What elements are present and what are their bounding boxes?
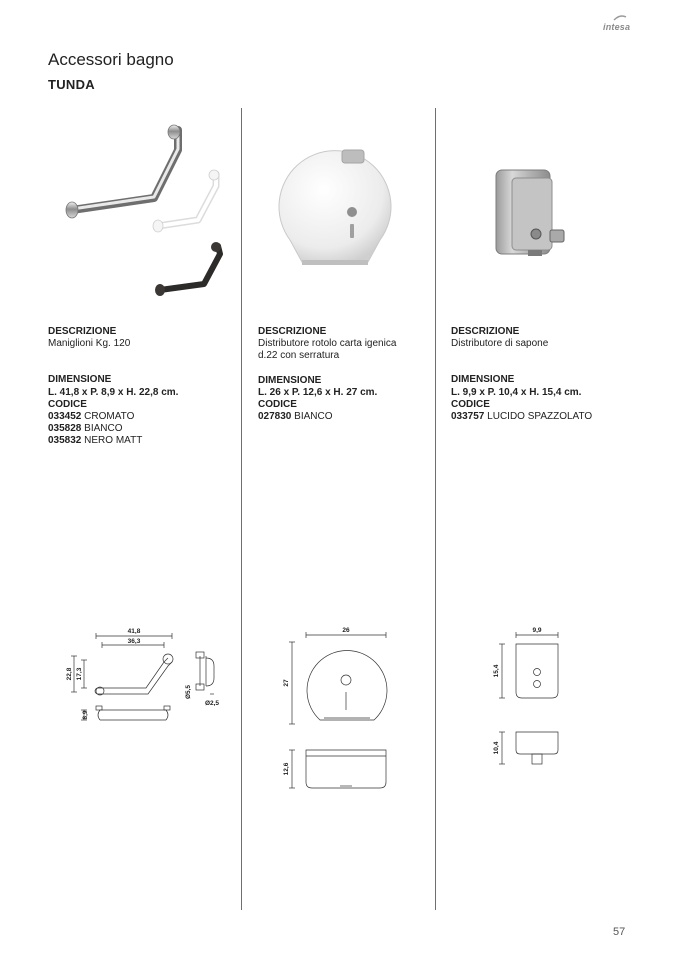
dimension-label: DIMENSIONE [451,374,515,386]
dimension-annotation: Ø5,5 [185,684,192,700]
product-code: 035832 [48,435,82,447]
dimension-annotation: 10,4 [493,741,500,755]
product-finish: BIANCO [294,411,333,423]
page-number: 57 [613,926,626,938]
dimension-annotation: 36,3 [127,638,141,645]
product-finish: BIANCO [84,423,123,435]
code-row [48,423,238,435]
description-text: Maniglioni Kg. 120 [48,338,131,350]
dimension-annotation: 17,3 [76,667,83,681]
product-info-soap-dispenser [451,326,631,423]
dimension-annotation: 9,9 [532,627,542,634]
description-text: d.22 con serratura [258,350,340,362]
code-label: CODICE [48,398,87,410]
product-finish: NERO MATT [84,435,143,447]
description-label: DESCRIZIONE [258,326,327,337]
grab-bars-technical-drawing [60,622,230,742]
code-row [258,411,433,423]
brand-logo-icon [613,14,627,22]
code-label: CODICE [451,398,490,410]
brand-logo: intesa [603,22,631,32]
dimension-annotation: 12,6 [283,762,290,776]
dimension-value: L. 9,9 x P. 10,4 x H. 15,4 cm. [451,386,582,398]
dimension-label: DIMENSIONE [258,374,322,386]
product-info-roll-dispenser [258,326,433,423]
page-subtitle: TUNDA [48,77,95,92]
code-row [48,411,238,423]
description-text: Distributore di sapone [451,338,549,350]
product-code: 027830 [258,411,292,423]
dimension-annotation: 41,8 [127,628,141,635]
page-title: Accessori bagno [48,50,174,69]
dimension-annotation: Ø2,5 [204,700,220,707]
description-label: DESCRIZIONE [48,326,117,337]
product-finish: LUCIDO SPAZZOLATO [487,411,593,423]
dimension-annotation: 8,9 [82,710,89,720]
code-label: CODICE [258,399,297,411]
code-row [48,435,238,447]
dimension-value: L. 41,8 x P. 8,9 x H. 22,8 cm. [48,386,179,398]
column-divider [241,108,242,910]
roll-dispenser-photo [276,140,394,270]
product-code: 035828 [48,423,82,435]
description-text: Distributore rotolo carta igenica [258,338,397,350]
column-divider [435,108,436,910]
product-code: 033757 [451,411,485,423]
product-code: 033452 [48,411,82,423]
dimension-value: L. 26 x P. 12,6 x H. 27 cm. [258,386,378,398]
dimension-annotation: 27 [283,679,290,687]
roll-dispenser-technical-drawing [276,622,396,797]
dimension-label: DIMENSIONE [48,374,112,386]
code-row [451,411,631,423]
soap-dispenser-photo [494,164,574,264]
dimension-annotation: 15,4 [493,664,500,678]
product-info-grab-bars [48,326,238,448]
grab-bars-photo [58,118,233,303]
dimension-annotation: 26 [342,627,350,634]
dimension-annotation: 22,8 [66,667,73,681]
description-label: DESCRIZIONE [451,326,520,337]
product-finish: CROMATO [84,411,135,423]
soap-dispenser-technical-drawing [488,622,568,772]
